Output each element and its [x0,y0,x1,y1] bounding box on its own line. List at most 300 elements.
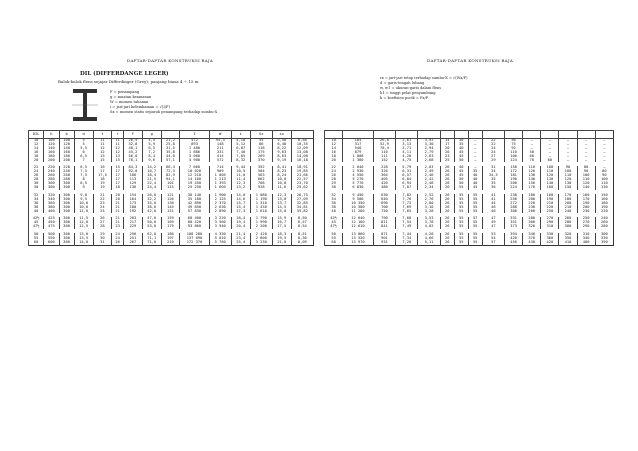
table-cell: — [595,139,613,143]
table-cell: 400 [577,241,595,245]
legend-item: W = momen tahanan [110,100,149,104]
table-cell: 260 [595,221,613,225]
col-ix: i [231,131,250,139]
table-cell: 129 [124,182,143,186]
table-cell: 57,1 [161,159,180,163]
table-cell: 30 [325,186,343,190]
table-cell: 55 [250,139,272,143]
table-cell: 1 900 [209,194,231,198]
table-cell: 10,0 [74,206,93,210]
table-cell: — [559,159,577,163]
table-cell: 72,3 [161,170,180,174]
table-cell: — [577,139,595,143]
table-cell: 124 [504,159,522,163]
table-cell: 41 [482,198,504,202]
table-cell: 220 [595,210,613,214]
table-cell: 55 [468,233,482,237]
symbol-legend [110,90,217,115]
table-cell: 13,0 [272,198,291,202]
table-cell: 190 [595,206,613,210]
table-cell: — [541,147,559,151]
table-cell: 21 [112,221,124,225]
table-cell: 1 190 [250,198,272,202]
table-cell: 4,18 [231,139,250,143]
table-cell: 220 [44,166,59,170]
table-cell: 137 090 [180,237,209,241]
table-cell: 8,22 [272,147,291,151]
table-cell: 430 [523,241,541,245]
table-cell: 300 [59,210,74,214]
table-cell: 14,2 [142,166,161,170]
table-cell: 172 [504,170,522,174]
table-cell: 26 [440,170,454,174]
table-cell: 380 [44,206,59,210]
table-cell: 16 [93,166,112,170]
table-cell: 14 [29,147,44,151]
table-cell: 1 393 [209,182,231,186]
table-cell: — [595,166,613,170]
table-cell: 290 [577,225,595,229]
table-cell: 136 [124,186,143,190]
table-cell: 186 [161,233,180,237]
table-cell: 10,0 [272,178,291,182]
table-cell: 17,3 [231,210,250,214]
table-cell: 30 [29,186,44,190]
table-cell: 26 [440,241,454,245]
table-cell: 35,8 [161,151,180,155]
table-cell: 26 [440,174,454,178]
table-cell: 229 [124,225,143,229]
table-cell: 190 [577,202,595,206]
table-cell: 150 [595,194,613,198]
table-cell: 300 [59,217,74,221]
table-cell: 17 [440,143,454,147]
table-cell: 5,11 [418,241,440,245]
table-cell: 120 [523,170,541,174]
table-cell: 23,70 [291,182,313,186]
table-cell: 230 [523,206,541,210]
table-cell: — [595,147,613,151]
col-w: W [209,131,231,139]
table-cell: 550 [44,237,59,241]
symbol-notes [380,76,468,101]
table-cell: 10,5 [231,170,250,174]
table-cell: 40 [325,210,343,214]
table-cell: 78,4 [373,147,395,151]
table-cell: 4,20 [396,155,418,159]
table-cell: 40 [468,182,482,186]
table-cell: 4 550 [343,174,374,178]
table-cell: 10,35 [291,143,313,147]
table-cell: 57 830 [180,210,209,214]
table-cell: 130 [559,182,577,186]
table-cell: 9,44 [231,166,250,170]
table-cell: 197 [161,237,180,241]
table-cell: 17 [112,178,124,182]
table-cell: 21 [112,217,124,221]
table-cell: 20 [325,159,343,163]
table-cell: 12,09 [291,147,313,151]
table-cell: 250 [541,210,559,214]
table-cell: 62,0 [142,233,161,237]
table-cell: 27,09 [291,198,313,202]
col-i: I [180,131,209,139]
table-cell: 22 [482,139,504,143]
table-cell: 26 [29,174,44,178]
table-cell: 47 [482,217,504,221]
table-cell: 192 [124,210,143,214]
table-cell: 24 [112,233,124,237]
table-cell: 2,63 [418,155,440,159]
table-cell: 260 [59,174,74,178]
table-cell: 25,8 [161,143,180,147]
table-cell: 14 [440,139,454,143]
table-cell: — [595,143,613,147]
table-cell: 28 [29,178,44,182]
table-cell: 41 [482,194,504,198]
table-cell: 71,0 [142,241,161,245]
table-cell: 152 [373,159,395,163]
table-cell: 90 [595,174,613,178]
table-cell: 13,5 [74,237,93,241]
table-cell: 50 [454,159,468,163]
table-cell: 4,66 [418,237,440,241]
legend-item: i = jari-jari kelembaman = √(I/F) [110,105,170,109]
table-cell: 10 [29,139,44,143]
table-cell: 55 [454,217,468,221]
table-cell: 5,5 [74,147,93,151]
table-cell: 55 [468,198,482,202]
table-cell: 8,51 [291,233,313,237]
table-cell: 32 [29,194,44,198]
table-cell: 1 790 [250,217,272,221]
table-cell: 100 [577,174,595,178]
table-cell: 11,0 [231,174,250,178]
table-cell: — [577,147,595,151]
table-cell: 160 [595,198,613,202]
table-cell: 21 [112,210,124,214]
table-row [29,241,314,245]
table-cell: 40 [29,210,44,214]
table-cell: 8,57 [291,221,313,225]
table-cell: 82,9 [161,174,180,178]
table-cell: 12 [325,143,343,147]
table-title: DIL (DIFFERDANGE LEGER) [80,71,169,77]
table-cell: 3 230 [250,241,272,245]
table-cell: 31 [93,241,112,245]
table-cell: 164 [124,198,143,202]
table-cell: 160 [541,186,559,190]
table-cell: 272 [504,202,522,206]
left-table-body [29,139,314,246]
table-cell: 180 [523,194,541,198]
table-cell: 2,42 [418,178,440,182]
table-cell: 45 [454,151,468,155]
table-cell: — [468,139,482,143]
table-cell: 4 330 [209,233,231,237]
table-cell: 55 [454,198,468,202]
table-cell: 6,07 [231,147,250,151]
table-cell: 21 [112,202,124,206]
table-cell: 600 [44,241,59,245]
table-cell: 15 [112,159,124,163]
table-cell: 36 [325,202,343,206]
table-cell: 19 450 [180,182,209,186]
table-cell: 113 [124,178,143,182]
table-cell: 159 [161,217,180,221]
table-cell: 66,4 [161,166,180,170]
table-cell: 136 [161,202,180,206]
table-cell: 55 [454,237,468,241]
table-cell: 27 [482,155,504,159]
table-cell: 7,5 [74,174,93,178]
table-cell: 184 [343,139,374,143]
table-cell: 55 [454,225,468,229]
left-page [20,58,320,386]
table-cell: 5 770 [343,182,374,186]
table-cell: 100 [44,139,59,143]
table-cell: 21 [112,206,124,210]
table-cell: 288 [504,206,522,210]
table-cell: — [541,151,559,155]
table-cell: 120 [59,143,74,147]
table-cell: 211 [209,147,231,151]
table-cell: 200 [44,159,59,163]
table-cell: 238 [504,194,522,198]
table-cell: 2 930 [343,170,374,174]
table-cell: 150 [523,182,541,186]
table-cell: 55 [468,241,482,245]
table-cell: 60 [325,241,343,245]
table-cell: 1 310 [250,202,272,206]
table-cell: 10,8 [272,182,291,186]
table-cell: 2 420 [250,233,272,237]
right-table-body [325,139,614,246]
table-cell: 16,7 [142,170,161,174]
table-cell: 893 [180,143,209,147]
table-cell: 29 [482,159,504,163]
table-cell: 158 [504,166,522,170]
table-cell: 11 [112,139,124,143]
table-cell: 21,0 [272,241,291,245]
table-cell: 251 [124,237,143,241]
table-cell: 76,1 [124,159,143,163]
table-cell: 320 [559,233,577,237]
table-cell: 10,0 [74,202,93,206]
table-cell: 7,44 [396,233,418,237]
table-cell: 1 480 [180,147,209,151]
table-cell: 60 [541,159,559,163]
table-cell: 50,0 [142,221,161,225]
table-cell: 8,54 [291,225,313,229]
table-cell: 18 [29,155,44,159]
table-cell: 4,75 [396,159,418,163]
table-cell: 6 [74,151,93,155]
table-cell: 23,4 [231,237,250,241]
table-cell: 34,81 [291,206,313,210]
table-cell: 901 [373,237,395,241]
table-cell: 170 [577,198,595,202]
col-g: g [142,131,161,139]
table-cell: 390 [595,241,613,245]
table-cell: — [523,147,541,151]
table-cell: 40 [468,174,482,178]
table-cell: 68 400 [180,217,209,221]
table-cell: 240 [559,210,577,214]
col-sx2: sx [272,131,291,139]
col-sx: Sx [250,131,272,139]
table-cell: 25,4 [231,241,250,245]
table-cell: 280 [595,225,613,229]
legend-item: Sx = momen statis separuh penampang terhadap sumbu-X [110,110,218,114]
table-cell: 140 [541,182,559,186]
table-cell: 92 [504,147,522,151]
table-cell: 9,5 [74,198,93,202]
table-cell: 181 [504,174,522,178]
table-cell: 2,52 [418,194,440,198]
table-cell: 456 [504,241,522,245]
table-cell: 21,5 [142,178,161,182]
table-cell: — [559,143,577,147]
table-cell: 26 [112,241,124,245]
table-cell: 140 [577,186,595,190]
table-cell: 269 [250,155,272,159]
table-cell: 6,84 [396,178,418,182]
table-cell: 7,49 [396,225,418,229]
table-cell: 405 [373,178,395,182]
table-cell: 32,8 [124,143,143,147]
table-cell: 18,91 [291,166,313,170]
table-cell: 9 [74,186,93,190]
table-cell: 110 [595,182,613,186]
table-cell: 15,4 [231,206,250,210]
table-cell: 300 [523,221,541,225]
table-cell: — [577,155,595,159]
note-item: d = garis-tengah lubang [380,81,425,85]
table-cell: 84,3 [124,166,143,170]
table-cell: 4,02 [418,225,440,229]
table-cell: 340 [523,233,541,237]
table-cell: 26 [440,206,454,210]
table-cell: 22 [29,166,44,170]
table-cell: — [577,159,595,163]
table-cell: 2,48 [418,182,440,186]
table-cell: 26 [440,194,454,198]
table-cell: 108 280 [180,233,209,237]
table-cell: 55 [454,233,468,237]
legend-item: F = penampang [110,90,140,94]
table-cell: 86 [250,143,272,147]
table-cell: 19 [93,182,112,186]
table-cell: 26 [325,174,343,178]
table-cell: 106 [504,155,522,159]
table-cell: 180 [44,155,59,159]
table-cell: 32 [325,194,343,198]
table-cell: 360 [44,202,59,206]
table-cell: 22,57 [291,178,313,182]
note-item: rx = jari-jari tetap terhadap sumbu-X = √(Wx/F) [380,76,468,80]
table-cell: 300 [59,194,74,198]
table-cell: 26,8 [373,139,395,143]
table-cell: 110 [541,170,559,174]
table-cell: 340 [577,237,595,241]
table-cell: 17 [112,170,124,174]
table-cell: 15 [112,166,124,170]
table-cell: 169 [161,221,180,225]
table-cell: 120 [44,143,59,147]
table-cell: 47,0 [142,217,161,221]
table-cell: 3,30 [418,143,440,147]
table-cell: 563 [250,174,272,178]
table-cell: 2,34 [418,186,440,190]
table-cell: 35 [482,178,504,182]
table-cell: 7,65 [396,210,418,214]
table-cell: 50 [523,151,541,155]
table-cell: 55 [468,202,482,206]
table-cell: 12 [112,151,124,155]
table-cell: 90 [559,166,577,170]
table-cell: 28 [440,182,454,186]
table-cell: 190 [541,198,559,202]
table-cell: 8,4 [142,155,161,159]
table-cell: 420 [373,182,395,186]
table-cell: 240 [44,170,59,174]
table-cell: 13,2 [231,186,250,190]
table-cell: 151 [161,210,180,214]
table-cell: 12,5 [74,225,93,229]
table-cell: 472 [180,139,209,143]
table-cell: 30 [29,182,44,186]
table-cell: — [468,151,482,155]
table-cell: 47½ [325,225,343,229]
table-cell: 90 [577,170,595,174]
table-cell: 7,76 [396,198,418,202]
table-cell: 130 [523,174,541,178]
table-cell: 26 [440,221,454,225]
table-cell: 13 [93,155,112,159]
table-cell: 18 [93,178,112,182]
table-cell: 420 [504,237,522,241]
table-cell: 2 200 [250,225,272,229]
table-cell: 360 [541,237,559,241]
table-cell: 1 213 [209,178,231,182]
table-cell: 8,24 [272,174,291,178]
table-cell: 260 [44,174,59,178]
table-cell: 300 [595,233,613,237]
table-cell: 350 [559,237,577,241]
table-cell: 80 420 [180,221,209,225]
table-cell: — [523,143,541,147]
table-cell: 768 [250,182,272,186]
table-cell: 23 [93,202,112,206]
table-cell: 40,1 [124,147,143,151]
table-cell: 450 [44,221,59,225]
table-cell: 931 [373,241,395,245]
table-cell: 6,48 [272,143,291,147]
table-cell: 11 [93,143,112,147]
table-cell: 9,0 [74,194,93,198]
table-cell: 35,0 [142,202,161,206]
left-page-header: DAFTAR-DAFTAR KONSTRUKSI BAJA [126,58,214,63]
table-cell: 55 [454,202,468,206]
table-cell: 172 370 [180,241,209,245]
table-cell: 12 [93,151,112,155]
table-cell: 331 [504,217,522,221]
table-cell: 3,10 [418,206,440,210]
table-cell: 5 [74,143,93,147]
table-cell: 2,46 [418,174,440,178]
table-cell: 2,68 [418,159,440,163]
